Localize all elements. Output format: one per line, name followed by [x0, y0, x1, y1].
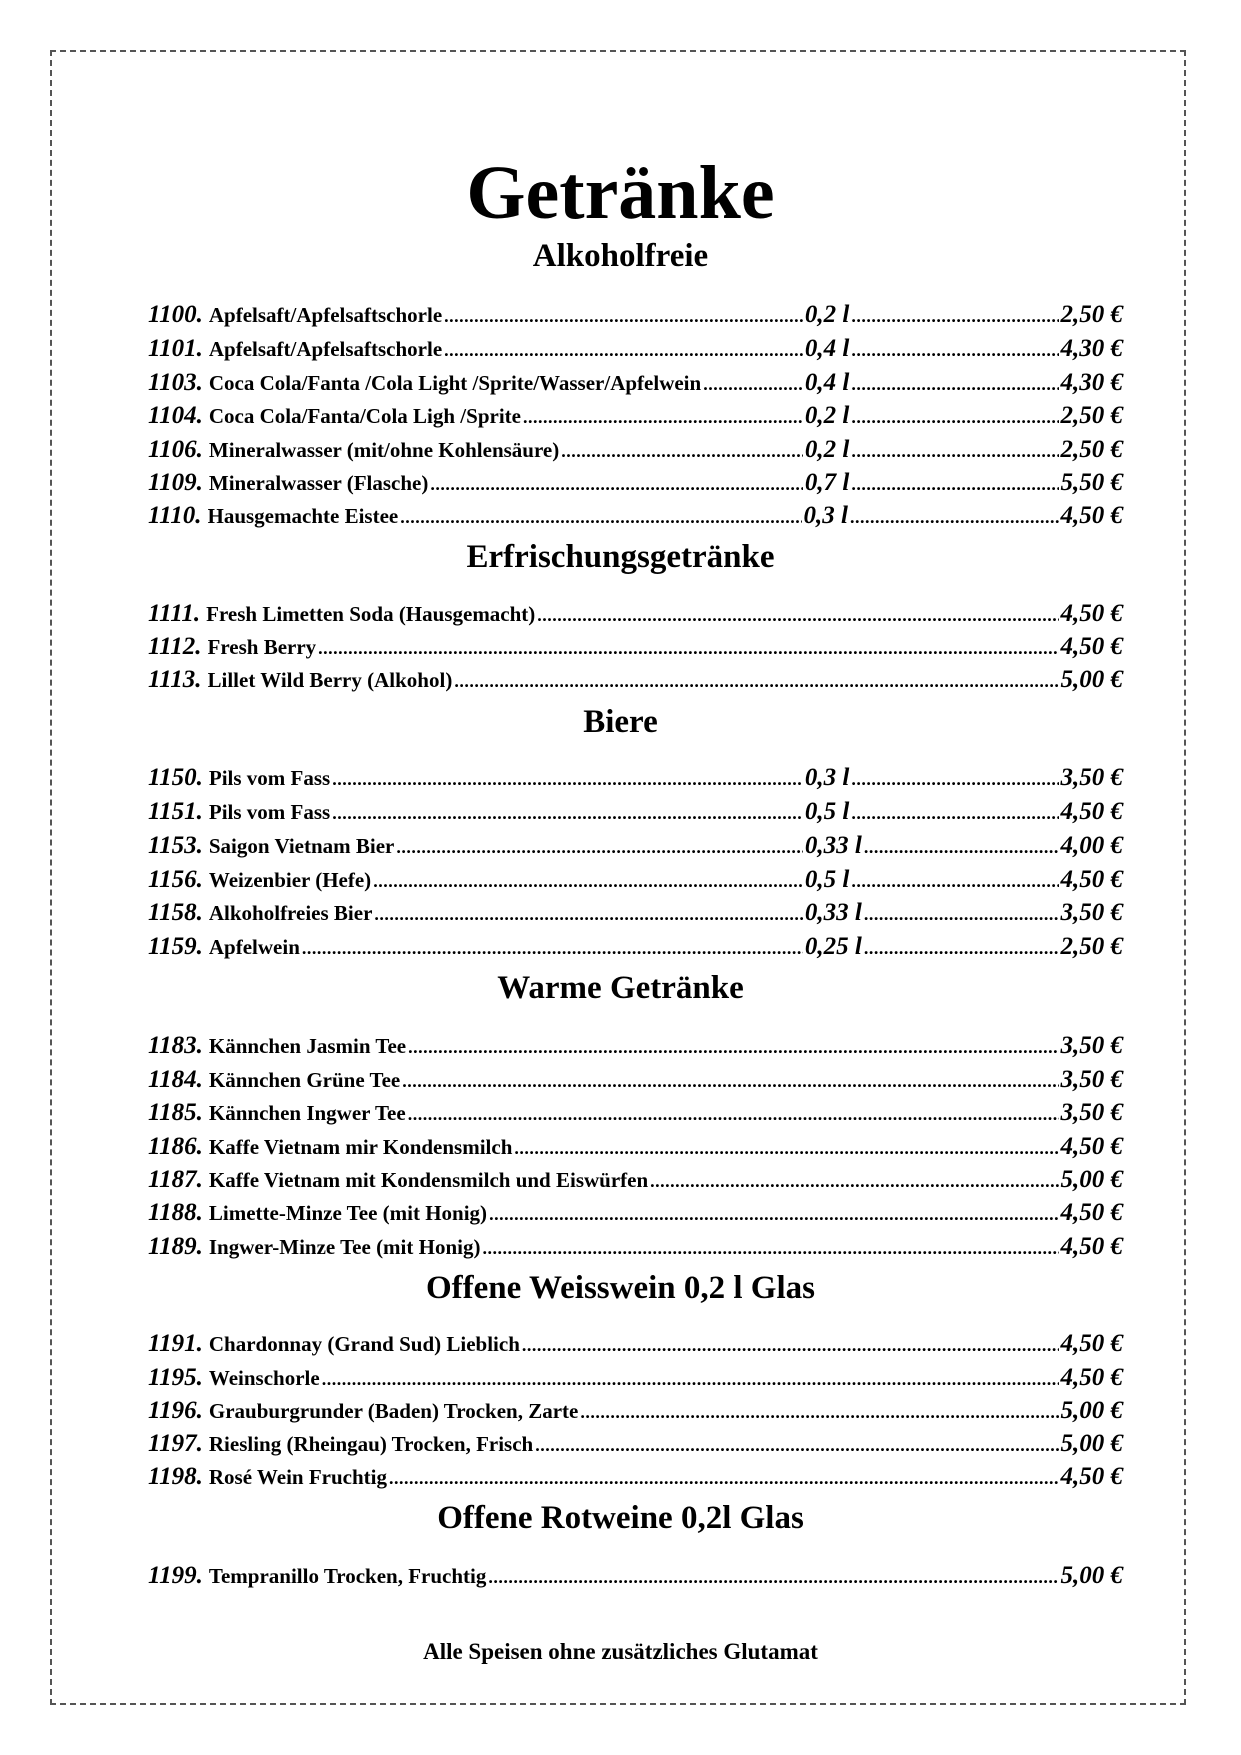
dot-leader	[488, 1567, 1058, 1588]
item-number: 1109.	[148, 469, 203, 496]
dot-leader	[444, 306, 803, 327]
dot-leader	[302, 938, 803, 959]
dot-leader	[561, 441, 803, 462]
dot-leader	[864, 938, 1059, 959]
item-number: 1191.	[148, 1330, 203, 1357]
item-price: 5,50 €	[1060, 469, 1123, 496]
item-name: Ingwer-Minze Tee (mit Honig)	[208, 1235, 481, 1259]
item-name: Chardonnay (Grand Sud) Lieblich	[208, 1332, 520, 1356]
menu-item	[148, 301, 1123, 335]
menu-item	[148, 369, 1123, 403]
item-number: 1196.	[148, 1397, 203, 1424]
dot-leader	[322, 1369, 1059, 1390]
item-price: 4,50 €	[1060, 1133, 1123, 1160]
item-price: 4,50 €	[1060, 1463, 1123, 1490]
menu-item	[148, 899, 1123, 933]
dot-leader	[851, 871, 1058, 892]
item-number: 1197.	[148, 1430, 203, 1457]
dot-leader	[851, 474, 1058, 495]
menu-item	[148, 832, 1123, 866]
dot-leader	[535, 1435, 1058, 1456]
dot-leader	[522, 1335, 1059, 1356]
menu-item	[148, 502, 1123, 536]
dot-leader	[373, 871, 803, 892]
dot-leader	[374, 904, 802, 925]
item-number: 1156.	[148, 866, 203, 893]
dot-leader	[514, 1138, 1058, 1159]
item-number: 1113.	[148, 666, 202, 693]
item-volume: 0,33 l	[804, 832, 862, 859]
item-price: 3,50 €	[1060, 1032, 1123, 1059]
item-price: 3,50 €	[1060, 1099, 1123, 1126]
item-name: Tempranillo Trocken, Fruchtig	[208, 1564, 487, 1588]
item-volume: 0,25 l	[804, 933, 862, 960]
dot-leader	[454, 671, 1058, 692]
dot-leader	[489, 1204, 1058, 1225]
item-number: 1199.	[148, 1562, 203, 1589]
page-title: Getränke	[466, 151, 775, 235]
menu-item	[148, 798, 1123, 832]
item-price: 4,50 €	[1060, 866, 1123, 893]
item-name: Mineralwasser (mit/ohne Kohlensäure)	[208, 438, 560, 462]
item-volume: 0,33 l	[804, 899, 862, 926]
section-heading: Offene Weisswein 0,2 l Glas	[426, 1270, 815, 1306]
dot-leader	[851, 374, 1058, 395]
menu-item	[148, 402, 1123, 436]
menu-item	[148, 764, 1123, 798]
section-heading: Alkoholfreie	[532, 238, 709, 274]
item-name: Grauburgrunder (Baden) Trocken, Zarte	[208, 1399, 579, 1423]
menu-item	[148, 600, 1123, 634]
item-price: 3,50 €	[1060, 764, 1123, 791]
item-name: Hausgemachte Eistee	[207, 504, 399, 528]
item-price: 5,00 €	[1060, 1562, 1123, 1589]
item-price: 5,00 €	[1060, 666, 1123, 693]
item-name: Limette-Minze Tee (mit Honig)	[208, 1201, 488, 1225]
item-price: 5,00 €	[1060, 1430, 1123, 1457]
menu-item	[148, 469, 1123, 503]
dot-leader	[851, 407, 1058, 428]
item-volume: 0,3 l	[803, 502, 848, 529]
menu-item	[148, 1133, 1123, 1167]
menu-item	[148, 1066, 1123, 1100]
item-number: 1186.	[148, 1133, 203, 1160]
item-price: 4,50 €	[1060, 798, 1123, 825]
menu-item	[148, 666, 1123, 700]
dot-leader	[864, 904, 1059, 925]
item-price: 4,50 €	[1060, 502, 1123, 529]
item-number: 1151.	[148, 798, 203, 825]
dot-leader	[408, 1104, 1059, 1125]
dot-leader	[332, 769, 803, 790]
menu-item	[148, 436, 1123, 470]
item-number: 1184.	[148, 1066, 203, 1093]
item-volume: 0,5 l	[804, 798, 850, 825]
dot-leader	[400, 507, 801, 528]
menu-item	[148, 1364, 1123, 1398]
item-number: 1183.	[148, 1032, 203, 1059]
item-price: 3,50 €	[1060, 899, 1123, 926]
item-name: Kännchen Ingwer Tee	[208, 1101, 406, 1125]
dot-leader	[402, 1071, 1058, 1092]
menu-item	[148, 933, 1123, 967]
item-number: 1104.	[148, 402, 203, 429]
item-volume: 0,2 l	[804, 436, 850, 463]
menu-item	[148, 1233, 1123, 1267]
dot-leader	[482, 1238, 1058, 1259]
item-price: 4,50 €	[1060, 633, 1123, 660]
item-number: 1110.	[148, 502, 202, 529]
dot-leader	[864, 837, 1059, 858]
menu-item	[148, 1430, 1123, 1464]
item-name: Kännchen Grüne Tee	[208, 1068, 401, 1092]
item-name: Riesling (Rheingau) Trocken, Frisch	[208, 1432, 534, 1456]
dot-leader	[389, 1468, 1059, 1489]
item-volume: 0,2 l	[804, 402, 850, 429]
section-heading: Offene Rotweine 0,2l Glas	[437, 1500, 804, 1536]
item-price: 4,50 €	[1060, 1330, 1123, 1357]
item-number: 1159.	[148, 933, 203, 960]
item-number: 1101.	[148, 335, 203, 362]
item-name: Apfelwein	[208, 935, 300, 959]
item-name: Fresh Limetten Soda (Hausgemacht)	[206, 602, 536, 626]
item-price: 2,50 €	[1060, 301, 1123, 328]
item-price: 2,50 €	[1060, 933, 1123, 960]
dot-leader	[851, 306, 1058, 327]
dot-leader	[650, 1171, 1058, 1192]
item-name: Kännchen Jasmin Tee	[208, 1034, 407, 1058]
item-name: Pils vom Fass	[208, 800, 331, 824]
item-name: Coca Cola/Fanta/Cola Ligh /Sprite	[208, 404, 521, 428]
item-name: Apfelsaft/Apfelsaftschorle	[208, 337, 443, 361]
dot-leader	[580, 1402, 1058, 1423]
item-number: 1189.	[148, 1233, 203, 1260]
dot-leader	[703, 374, 803, 395]
item-price: 5,00 €	[1060, 1397, 1123, 1424]
item-volume: 0,2 l	[804, 301, 850, 328]
menu-item	[148, 1099, 1123, 1133]
item-name: Rosé Wein Fruchtig	[208, 1465, 387, 1489]
item-number: 1106.	[148, 436, 203, 463]
menu-item	[148, 1032, 1123, 1066]
dot-leader	[851, 340, 1058, 361]
dot-leader	[851, 441, 1058, 462]
item-name: Pils vom Fass	[208, 766, 331, 790]
dot-leader	[850, 507, 1059, 528]
item-price: 3,50 €	[1060, 1066, 1123, 1093]
menu-item	[148, 1397, 1123, 1431]
item-number: 1150.	[148, 764, 203, 791]
dot-leader	[851, 803, 1058, 824]
dot-leader	[523, 407, 803, 428]
item-number: 1195.	[148, 1364, 203, 1391]
item-number: 1198.	[148, 1463, 203, 1490]
item-volume: 0,7 l	[804, 469, 850, 496]
item-price: 4,50 €	[1060, 1364, 1123, 1391]
dot-leader	[444, 340, 803, 361]
menu-item	[148, 1330, 1123, 1364]
section-heading: Erfrischungsgetränke	[466, 539, 775, 575]
item-number: 1187.	[148, 1166, 203, 1193]
item-name: Weinschorle	[208, 1366, 320, 1390]
item-name: Kaffe Vietnam mir Kondensmilch	[208, 1135, 513, 1159]
item-price: 4,00 €	[1060, 832, 1123, 859]
item-price: 5,00 €	[1060, 1166, 1123, 1193]
menu-item	[148, 335, 1123, 369]
dot-leader	[537, 605, 1058, 626]
menu-item	[148, 1562, 1123, 1596]
menu-item	[148, 1199, 1123, 1233]
menu-item	[148, 866, 1123, 900]
item-price: 4,30 €	[1060, 335, 1123, 362]
item-name: Alkoholfreies Bier	[208, 901, 373, 925]
dot-leader	[851, 769, 1058, 790]
item-number: 1103.	[148, 369, 203, 396]
item-number: 1153.	[148, 832, 203, 859]
item-number: 1158.	[148, 899, 203, 926]
item-volume: 0,5 l	[804, 866, 850, 893]
item-number: 1185.	[148, 1099, 203, 1126]
item-name: Fresh Berry	[207, 635, 317, 659]
item-volume: 0,3 l	[804, 764, 850, 791]
menu-item	[148, 1166, 1123, 1200]
item-price: 4,50 €	[1060, 600, 1123, 627]
item-name: Saigon Vietnam Bier	[208, 834, 395, 858]
dot-leader	[396, 837, 802, 858]
dot-leader	[408, 1037, 1058, 1058]
dot-leader	[318, 638, 1058, 659]
footer-note: Alle Speisen ohne zusätzliches Glutamat	[423, 1639, 818, 1664]
item-name: Weizenbier (Hefe)	[208, 868, 372, 892]
item-volume: 0,4 l	[804, 335, 850, 362]
menu-item	[148, 633, 1123, 667]
item-price: 4,50 €	[1060, 1233, 1123, 1260]
item-number: 1188.	[148, 1199, 203, 1226]
item-price: 2,50 €	[1060, 402, 1123, 429]
dot-leader	[332, 803, 803, 824]
item-price: 2,50 €	[1060, 436, 1123, 463]
item-name: Apfelsaft/Apfelsaftschorle	[208, 303, 443, 327]
item-name: Kaffe Vietnam mit Kondensmilch und Eiswürfen	[208, 1168, 649, 1192]
section-heading: Biere	[583, 704, 658, 740]
item-price: 4,50 €	[1060, 1199, 1123, 1226]
item-name: Coca Cola/Fanta /Cola Light /Sprite/Wasser/Apfelwein	[208, 371, 702, 395]
item-number: 1111.	[148, 600, 201, 627]
menu-item	[148, 1463, 1123, 1497]
item-volume: 0,4 l	[804, 369, 850, 396]
item-price: 4,30 €	[1060, 369, 1123, 396]
dot-leader	[430, 474, 803, 495]
item-name: Mineralwasser (Flasche)	[208, 471, 429, 495]
section-heading: Warme Getränke	[497, 970, 744, 1006]
item-number: 1112.	[148, 633, 202, 660]
item-number: 1100.	[148, 301, 203, 328]
item-name: Lillet Wild Berry (Alkohol)	[207, 668, 453, 692]
